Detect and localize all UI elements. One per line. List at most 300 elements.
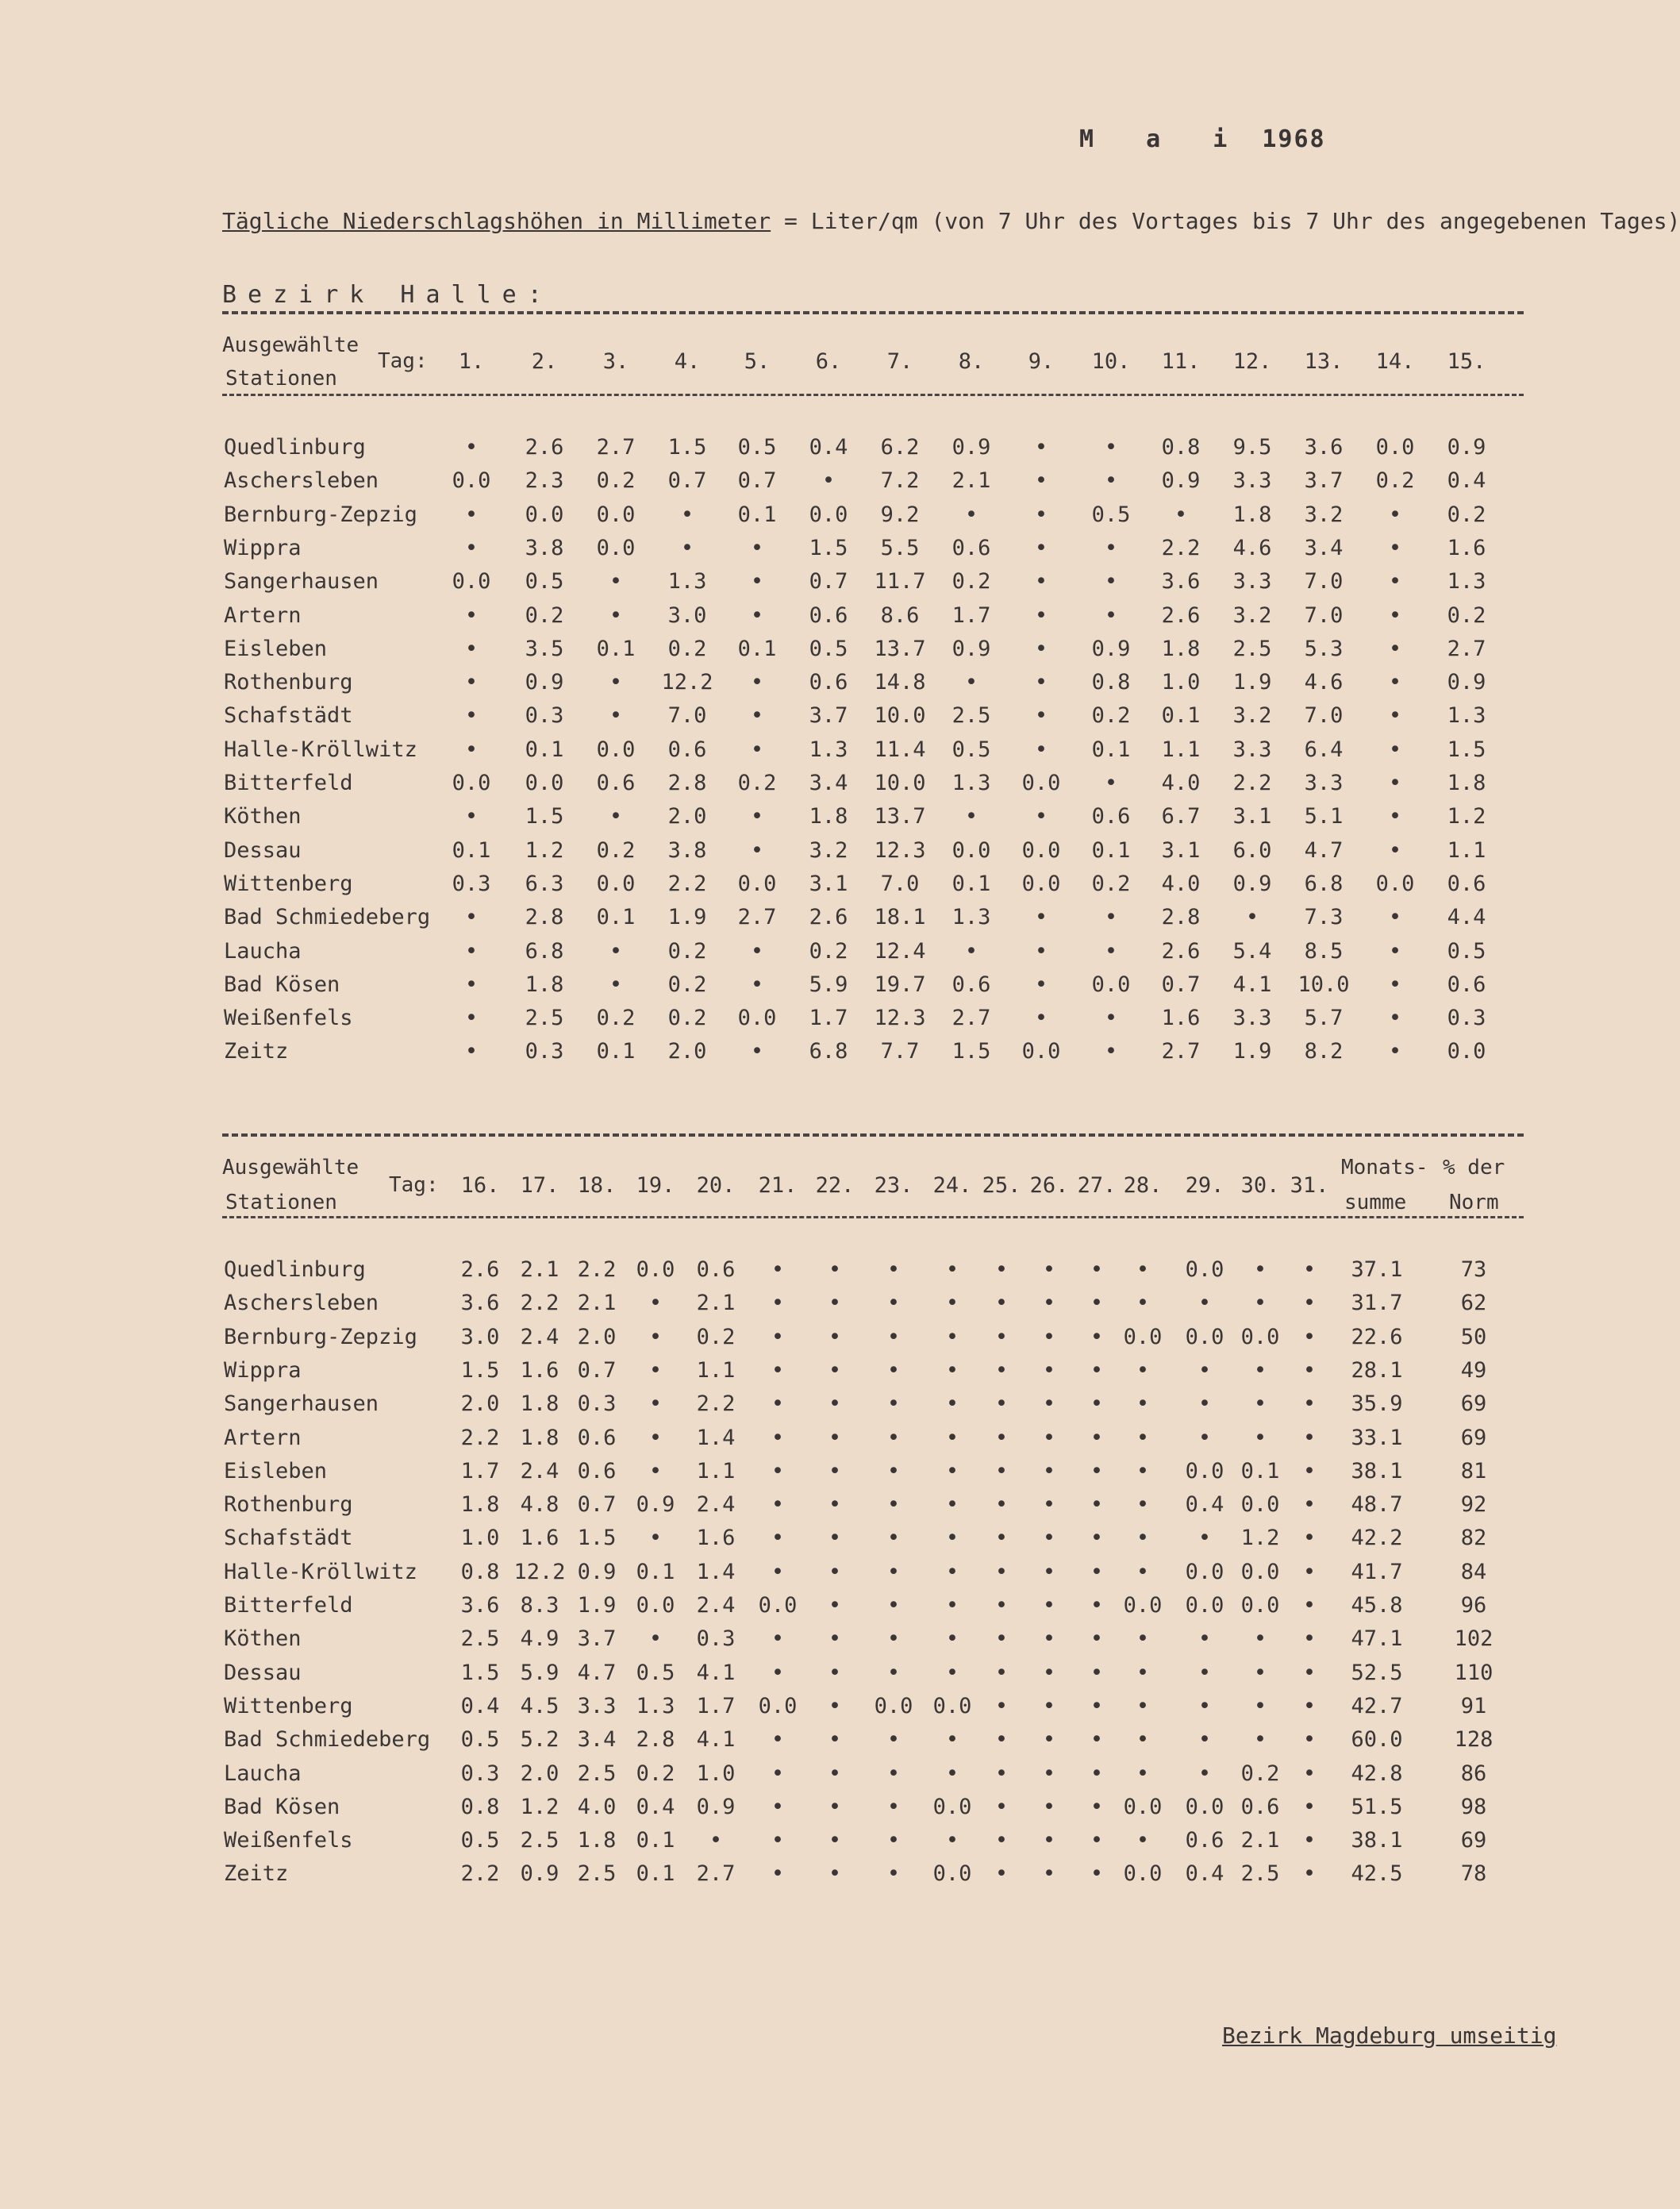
t1-value-cell: 0.7 [667, 468, 707, 493]
t1-value-cell: 0.4 [809, 435, 848, 460]
t2-value-cell: • [945, 1593, 959, 1618]
t1-value-cell: 6.7 [1161, 804, 1201, 829]
t2-station-name: Sangerhausen [224, 1391, 379, 1416]
t2-station-name: Zeitz [224, 1861, 289, 1886]
t2-percent-norm: 110 [1454, 1661, 1494, 1685]
t1-value-cell: 1.2 [1447, 804, 1486, 829]
t2-station-name: Eisleben [224, 1459, 328, 1484]
t1-value-cell: 2.8 [1161, 905, 1201, 929]
t1-value-cell: • [1388, 737, 1402, 762]
t2-day-header: 20. [696, 1173, 736, 1198]
t1-value-cell: 7.0 [667, 703, 707, 728]
t2-value-cell: • [994, 1325, 1009, 1349]
t2-value-cell: • [709, 1828, 723, 1853]
t1-value-cell: • [750, 939, 764, 964]
t2-day-header: 17. [520, 1173, 559, 1198]
t2-value-cell: • [886, 1492, 901, 1517]
t1-day-header: 5. [744, 349, 771, 374]
t2-value-cell: 2.8 [636, 1727, 675, 1752]
t1-value-cell: 1.8 [1161, 637, 1201, 661]
t2-value-cell: • [994, 1694, 1009, 1718]
t1-value-cell: 0.0 [809, 502, 848, 527]
t2-monthly-sum: 45.8 [1351, 1593, 1403, 1618]
t2-value-cell: • [1042, 1426, 1056, 1450]
t2-value-cell: • [1198, 1426, 1212, 1450]
t2-value-cell: 2.2 [577, 1257, 617, 1282]
t1-value-cell: 0.0 [1021, 1039, 1061, 1064]
t2-value-cell: 0.0 [1185, 1560, 1224, 1584]
t1-value-cell: 0.2 [1447, 603, 1486, 628]
t2-value-cell: • [886, 1291, 901, 1315]
t1-value-cell: 0.6 [1447, 972, 1486, 997]
t2-value-cell: • [1090, 1694, 1104, 1718]
t1-value-cell: 2.6 [1161, 939, 1201, 964]
t2-value-cell: • [994, 1560, 1009, 1584]
t2-value-cell: • [771, 1727, 785, 1752]
t2-value-cell: • [886, 1661, 901, 1685]
t1-value-cell: 2.7 [1447, 637, 1486, 661]
t1-value-cell: 8.5 [1304, 939, 1344, 964]
t1-value-cell: 7.7 [880, 1039, 920, 1064]
t2-value-cell: • [994, 1526, 1009, 1550]
t1-value-cell: • [964, 670, 978, 695]
t1-value-cell: 0.9 [1447, 670, 1486, 695]
t1-value-cell: 6.8 [1304, 872, 1344, 896]
t2-value-cell: • [828, 1526, 842, 1550]
t2-value-cell: • [886, 1795, 901, 1819]
t2-value-cell: 1.4 [696, 1426, 736, 1450]
t2-value-cell: • [1198, 1291, 1212, 1315]
t2-value-cell: 0.6 [577, 1459, 617, 1484]
t2-value-cell: • [886, 1861, 901, 1886]
t2-value-cell: • [771, 1358, 785, 1383]
t1-value-cell: 1.3 [809, 737, 848, 762]
t1-value-cell: 0.6 [667, 737, 707, 762]
t2-value-cell: • [1090, 1291, 1104, 1315]
t2-value-cell: 0.2 [636, 1761, 675, 1786]
t2-value-cell: • [771, 1761, 785, 1786]
t2-value-cell: • [828, 1358, 842, 1383]
t1-value-cell: • [1034, 905, 1048, 929]
t1-value-cell: 0.9 [525, 670, 564, 695]
t2-station-name: Köthen [224, 1626, 302, 1651]
t1-value-cell: 2.7 [951, 1006, 991, 1030]
t1-value-cell: • [750, 703, 764, 728]
t1-value-cell: 3.8 [525, 536, 564, 560]
t2-value-cell: • [1302, 1325, 1317, 1349]
t2-value-cell: 3.0 [460, 1325, 500, 1349]
t2-value-cell: • [1042, 1526, 1056, 1550]
t2-day-header: 25. [982, 1173, 1021, 1198]
t2-percent-norm: 98 [1460, 1795, 1487, 1819]
t2-percent-norm: 69 [1460, 1426, 1487, 1450]
t2-value-cell: • [828, 1325, 842, 1349]
t2-value-cell: 1.8 [520, 1426, 559, 1450]
t1-value-cell: • [1034, 972, 1048, 997]
t1-value-cell: 1.5 [809, 536, 848, 560]
t1-value-cell: 1.3 [951, 905, 991, 929]
t2-monthly-sum: 37.1 [1351, 1257, 1403, 1282]
t2-value-cell: 1.2 [1240, 1526, 1280, 1550]
t2-value-cell: • [1136, 1492, 1150, 1517]
t2-percent-norm: 73 [1460, 1257, 1487, 1282]
t1-value-cell: 0.0 [1091, 972, 1131, 997]
t2-value-cell: • [945, 1358, 959, 1383]
t2-value-cell: 0.4 [1185, 1861, 1224, 1886]
t2-value-cell: • [1090, 1391, 1104, 1416]
t1-value-cell: 0.0 [1375, 872, 1415, 896]
t2-value-cell: 1.9 [577, 1593, 617, 1618]
t1-value-cell: 0.9 [951, 435, 991, 460]
t1-value-cell: 0.9 [951, 637, 991, 661]
t2-value-cell: 4.1 [696, 1661, 736, 1685]
t2-value-cell: 3.6 [460, 1291, 500, 1315]
t1-value-cell: 0.8 [1091, 670, 1131, 695]
t1-value-cell: 0.1 [596, 905, 636, 929]
t2-value-cell: • [1042, 1861, 1056, 1886]
t2-value-cell: • [1136, 1426, 1150, 1450]
t2-day-header: 19. [636, 1173, 675, 1198]
t2-value-cell: • [1302, 1727, 1317, 1752]
t2-value-cell: • [1090, 1325, 1104, 1349]
t2-tag-header: Tag: [389, 1173, 439, 1197]
t1-value-cell: 0.1 [1091, 838, 1131, 863]
t2-value-cell: 2.5 [577, 1861, 617, 1886]
t2-value-cell: • [828, 1828, 842, 1853]
t1-value-cell: 0.5 [525, 569, 564, 594]
t2-value-cell: • [945, 1426, 959, 1450]
t1-value-cell: 0.7 [809, 569, 848, 594]
t2-value-cell: • [1136, 1391, 1150, 1416]
t2-value-cell: 3.7 [577, 1626, 617, 1651]
t1-value-cell: • [1104, 569, 1118, 594]
t2-value-cell: • [1253, 1391, 1267, 1416]
t1-station-name: Dessau [224, 838, 302, 863]
t1-value-cell: 19.7 [874, 972, 926, 997]
t1-value-cell: 12.2 [661, 670, 713, 695]
t1-value-cell: • [464, 1006, 479, 1030]
t1-value-cell: 0.6 [809, 670, 848, 695]
t2-percent-norm: 128 [1454, 1727, 1494, 1752]
t2-value-cell: • [1042, 1593, 1056, 1618]
t2-value-cell: • [1042, 1661, 1056, 1685]
t2-value-cell: • [1198, 1526, 1212, 1550]
t2-value-cell: • [1136, 1459, 1150, 1484]
t1-value-cell: • [1034, 603, 1048, 628]
t2-station-name: Weißenfels [224, 1828, 353, 1853]
t1-value-cell: 0.2 [596, 1006, 636, 1030]
t1-value-cell: 2.6 [809, 905, 848, 929]
t1-value-cell: 4.0 [1161, 771, 1201, 795]
t1-value-cell: 0.6 [596, 771, 636, 795]
t1-value-cell: 2.6 [525, 435, 564, 460]
t1-value-cell: • [1174, 502, 1188, 527]
t1-value-cell: 1.7 [809, 1006, 848, 1030]
t1-value-cell: 1.3 [1447, 703, 1486, 728]
t2-value-cell: • [1253, 1358, 1267, 1383]
t1-value-cell: 1.7 [951, 603, 991, 628]
t2-sum-header-2: summe [1344, 1191, 1407, 1214]
t1-value-cell: 0.5 [1091, 502, 1131, 527]
t2-value-cell: • [994, 1661, 1009, 1685]
t1-value-cell: 0.6 [951, 972, 991, 997]
t2-monthly-sum: 42.5 [1351, 1861, 1403, 1886]
t2-value-cell: • [886, 1526, 901, 1550]
t2-value-cell: • [1090, 1761, 1104, 1786]
t1-value-cell: • [1245, 905, 1259, 929]
t2-percent-norm: 62 [1460, 1291, 1487, 1315]
t2-value-cell: • [1090, 1492, 1104, 1517]
t1-value-cell: • [464, 972, 479, 997]
t2-value-cell: 0.0 [758, 1593, 798, 1618]
t2-value-cell: • [648, 1426, 663, 1450]
t1-value-cell: 2.5 [1232, 637, 1272, 661]
t1-value-cell: 0.5 [1447, 939, 1486, 964]
t2-value-cell: • [648, 1626, 663, 1651]
t2-value-cell: • [771, 1257, 785, 1282]
t1-value-cell: 1.1 [1161, 737, 1201, 762]
t2-value-cell: 0.0 [1240, 1560, 1280, 1584]
t2-value-cell: • [828, 1391, 842, 1416]
t2-value-cell: 2.2 [460, 1426, 500, 1450]
t1-value-cell: 5.4 [1232, 939, 1272, 964]
t1-value-cell: 11.7 [874, 569, 926, 594]
t2-station-name: Aschersleben [224, 1291, 379, 1315]
t2-value-cell: • [945, 1325, 959, 1349]
t1-value-cell: • [1388, 771, 1402, 795]
t2-value-cell: • [1136, 1560, 1150, 1584]
t2-value-cell: • [945, 1828, 959, 1853]
t1-value-cell: • [1104, 1006, 1118, 1030]
t1-value-cell: 2.2 [1232, 771, 1272, 795]
t2-value-cell: 2.1 [1240, 1828, 1280, 1853]
t1-value-cell: 0.0 [737, 872, 777, 896]
t2-value-cell: 0.4 [460, 1694, 500, 1718]
t1-value-cell: 0.0 [525, 502, 564, 527]
t2-value-cell: 0.0 [932, 1694, 972, 1718]
t1-value-cell: 11.4 [874, 737, 926, 762]
t2-monthly-sum: 41.7 [1351, 1560, 1403, 1584]
t2-percent-norm: 49 [1460, 1358, 1487, 1383]
t1-value-cell: 0.1 [1161, 703, 1201, 728]
month-year [1079, 125, 1326, 153]
t2-value-cell: • [1302, 1795, 1317, 1819]
t1-value-cell: • [464, 637, 479, 661]
t1-value-cell: • [750, 1039, 764, 1064]
t2-value-cell: • [1198, 1761, 1212, 1786]
t1-station-name: Laucha [224, 939, 302, 964]
t1-value-cell: 0.5 [951, 737, 991, 762]
t1-value-cell: 0.3 [525, 1039, 564, 1064]
t2-value-cell: 2.1 [696, 1291, 736, 1315]
t2-monthly-sum: 38.1 [1351, 1459, 1403, 1484]
t2-value-cell: • [1042, 1291, 1056, 1315]
t2-value-cell: 2.0 [577, 1325, 617, 1349]
t1-day-header: 13. [1304, 349, 1344, 374]
t1-station-name: Bitterfeld [224, 771, 353, 795]
t2-value-cell: • [1198, 1626, 1212, 1651]
t2-value-cell: • [828, 1426, 842, 1450]
t1-value-cell: • [750, 603, 764, 628]
t1-value-cell: • [1388, 536, 1402, 560]
t1-value-cell: 0.7 [1161, 972, 1201, 997]
t2-day-header: 28. [1123, 1173, 1163, 1198]
t2-value-cell: 5.9 [520, 1661, 559, 1685]
t2-value-cell: 0.2 [696, 1325, 736, 1349]
t2-percent-norm: 92 [1460, 1492, 1487, 1517]
t2-percent-norm: 84 [1460, 1560, 1487, 1584]
t2-value-cell: 2.5 [1240, 1861, 1280, 1886]
t2-value-cell: 2.4 [696, 1593, 736, 1618]
t1-value-cell: 0.1 [596, 637, 636, 661]
t1-station-header-2: Stationen [225, 367, 337, 391]
t2-value-cell: • [994, 1291, 1009, 1315]
t2-value-cell: • [771, 1795, 785, 1819]
t1-value-cell: 1.5 [525, 804, 564, 829]
t2-value-cell: • [771, 1626, 785, 1651]
t1-value-cell: • [609, 939, 623, 964]
t2-norm-header-1: % der [1443, 1156, 1505, 1180]
t1-value-cell: 0.0 [596, 536, 636, 560]
t2-value-cell: • [828, 1257, 842, 1282]
t1-station-name: Zeitz [224, 1039, 289, 1064]
t2-value-cell: • [648, 1526, 663, 1550]
t2-value-cell: 0.8 [460, 1560, 500, 1584]
t1-value-cell: 2.8 [667, 771, 707, 795]
t2-monthly-sum: 42.8 [1351, 1761, 1403, 1786]
t2-value-cell: • [1090, 1727, 1104, 1752]
t1-value-cell: 0.5 [737, 435, 777, 460]
t2-value-cell: • [771, 1291, 785, 1315]
t1-value-cell: 0.0 [1375, 435, 1415, 460]
t1-value-cell: 3.7 [809, 703, 848, 728]
t2-value-cell: 2.2 [460, 1861, 500, 1886]
t1-value-cell: 0.1 [1091, 737, 1131, 762]
t2-value-cell: • [945, 1761, 959, 1786]
divider [222, 1216, 1524, 1218]
t1-value-cell: 7.3 [1304, 905, 1344, 929]
t1-value-cell: 1.8 [1447, 771, 1486, 795]
t1-value-cell: • [464, 1039, 479, 1064]
t2-value-cell: • [886, 1761, 901, 1786]
t1-value-cell: 3.4 [809, 771, 848, 795]
t1-value-cell: 9.2 [880, 502, 920, 527]
t1-value-cell: 10.0 [874, 703, 926, 728]
t1-value-cell: 1.9 [1232, 670, 1272, 695]
t1-value-cell: 12.3 [874, 1006, 926, 1030]
district-title: Bezirk Halle: [222, 281, 553, 309]
t1-day-header: 15. [1447, 349, 1486, 374]
t2-value-cell: • [1253, 1694, 1267, 1718]
t1-value-cell: 0.3 [525, 703, 564, 728]
divider [222, 1133, 1524, 1137]
t2-value-cell: 0.0 [874, 1694, 913, 1718]
t2-value-cell: • [994, 1358, 1009, 1383]
t1-value-cell: • [1034, 502, 1048, 527]
t2-value-cell: • [1302, 1626, 1317, 1651]
t2-value-cell: 2.1 [520, 1257, 559, 1282]
t1-value-cell: 2.2 [1161, 536, 1201, 560]
t2-value-cell: • [886, 1593, 901, 1618]
t2-value-cell: • [648, 1391, 663, 1416]
t2-percent-norm: 69 [1460, 1828, 1487, 1853]
t1-value-cell: • [1104, 939, 1118, 964]
t2-value-cell: 8.3 [520, 1593, 559, 1618]
t1-value-cell: • [1034, 670, 1048, 695]
t2-value-cell: • [994, 1257, 1009, 1282]
t2-value-cell: • [1136, 1291, 1150, 1315]
t1-day-header: 2. [531, 349, 558, 374]
t1-day-header: 7. [886, 349, 913, 374]
t2-value-cell: 0.8 [460, 1795, 500, 1819]
t1-value-cell: • [1034, 804, 1048, 829]
t1-value-cell: 3.3 [1232, 1006, 1272, 1030]
t2-day-header: 29. [1185, 1173, 1224, 1198]
t2-value-cell: • [886, 1828, 901, 1853]
t2-value-cell: • [1302, 1661, 1317, 1685]
t2-value-cell: • [1042, 1257, 1056, 1282]
divider [222, 311, 1524, 314]
t2-value-cell: • [1253, 1661, 1267, 1685]
t2-value-cell: 2.5 [460, 1626, 500, 1651]
t1-day-header: 8. [958, 349, 985, 374]
t2-value-cell: 0.0 [1185, 1257, 1224, 1282]
t1-value-cell: 0.6 [951, 536, 991, 560]
footer-note: Bezirk Magdeburg umseitig [1222, 2022, 1557, 2049]
t2-value-cell: • [945, 1257, 959, 1282]
t1-value-cell: • [464, 737, 479, 762]
t1-value-cell: 0.2 [1091, 872, 1131, 896]
t1-value-cell: 0.2 [1375, 468, 1415, 493]
t2-value-cell: • [994, 1492, 1009, 1517]
t1-value-cell: 1.9 [667, 905, 707, 929]
t2-value-cell: • [1042, 1459, 1056, 1484]
t1-station-header-1: Ausgewählte [222, 333, 359, 357]
t1-value-cell: 1.3 [1447, 569, 1486, 594]
t2-value-cell: 0.2 [1240, 1761, 1280, 1786]
t2-monthly-sum: 31.7 [1351, 1291, 1403, 1315]
t1-value-cell: 3.3 [1232, 569, 1272, 594]
t1-value-cell: 8.2 [1304, 1039, 1344, 1064]
t1-value-cell: 1.3 [951, 771, 991, 795]
subtitle-main: Tägliche Niederschlagshöhen in Millimeter [222, 208, 771, 234]
t2-value-cell: • [828, 1560, 842, 1584]
t2-value-cell: • [1136, 1727, 1150, 1752]
t2-value-cell: • [886, 1426, 901, 1450]
t2-value-cell: • [886, 1459, 901, 1484]
t2-value-cell: • [886, 1358, 901, 1383]
t1-value-cell: • [750, 737, 764, 762]
t1-station-name: Rothenburg [224, 670, 353, 695]
t2-value-cell: 1.6 [696, 1526, 736, 1550]
t2-value-cell: • [1042, 1761, 1056, 1786]
t2-percent-norm: 78 [1460, 1861, 1487, 1886]
t2-value-cell: 3.4 [577, 1727, 617, 1752]
t2-day-header: 22. [815, 1173, 855, 1198]
t2-monthly-sum: 38.1 [1351, 1828, 1403, 1853]
t2-value-cell: 0.7 [577, 1358, 617, 1383]
t2-value-cell: 4.9 [520, 1626, 559, 1651]
t2-value-cell: • [886, 1325, 901, 1349]
t1-value-cell: • [1388, 603, 1402, 628]
t1-value-cell: 0.0 [596, 872, 636, 896]
t2-value-cell: 0.0 [1185, 1593, 1224, 1618]
t2-value-cell: • [771, 1492, 785, 1517]
t1-station-name: Wittenberg [224, 872, 353, 896]
t2-value-cell: • [1136, 1828, 1150, 1853]
t2-value-cell: • [886, 1391, 901, 1416]
t2-value-cell: 4.5 [520, 1694, 559, 1718]
